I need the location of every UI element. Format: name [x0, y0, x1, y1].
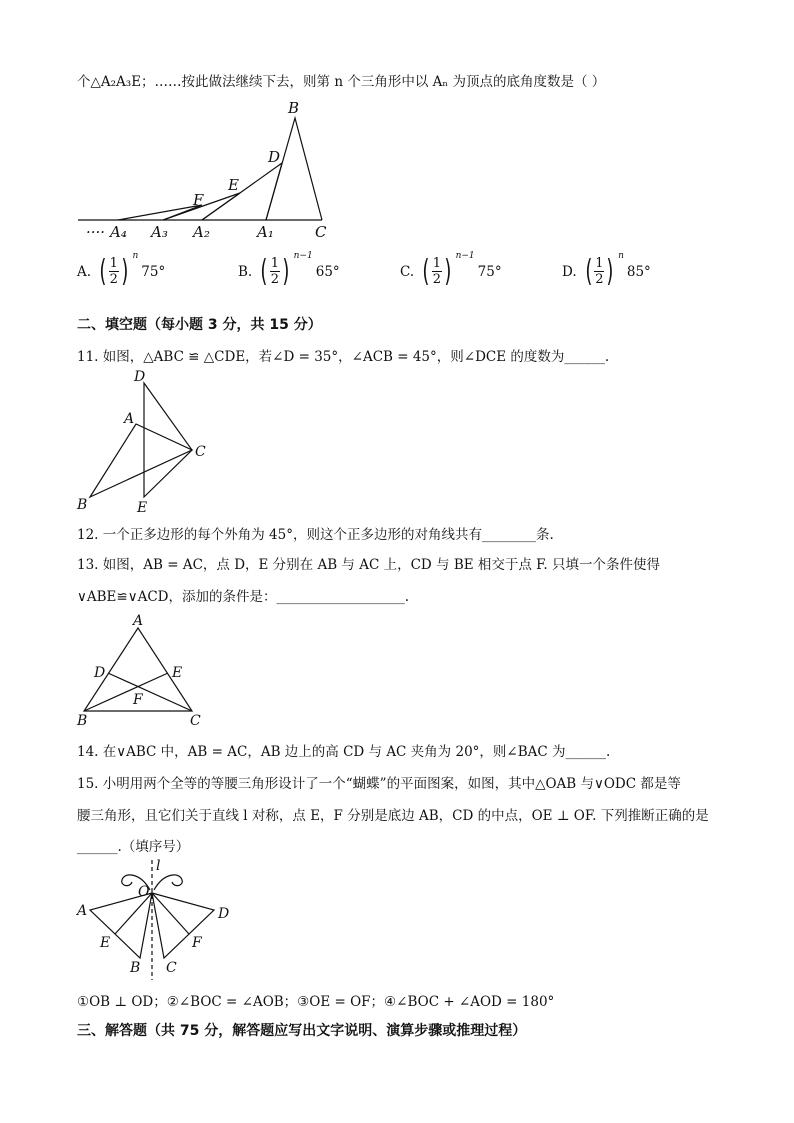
- fig11-label-C: C: [195, 444, 206, 460]
- fig15-label-E: E: [100, 935, 111, 951]
- option-letter: D.: [562, 263, 577, 280]
- fig13-label-C: C: [190, 713, 201, 729]
- question-12: 12. 一个正多边形的每个外角为 45°，则这个正多边形的对角线共有________条.: [77, 527, 554, 543]
- fig10-label-F: F: [193, 191, 204, 209]
- question-15-line-3: ______.（填序号）: [77, 839, 190, 855]
- question-15-line-1: 15. 小明用两个全等的等腰三角形设计了一个“蝴蝶”的平面图案，如图，其中△OAB 与∨ODC 都是等: [77, 776, 681, 792]
- option-c[interactable]: C. ( 1 2 ) n−1 75°: [400, 250, 502, 289]
- option-letter: C.: [400, 263, 415, 280]
- fig15-label-A: A: [77, 903, 88, 919]
- question-14: 14. 在∨ABC 中，AB = AC，AB 边上的高 CD 与 AC 夹角为 20°，则∠BAC 为______.: [77, 744, 611, 760]
- fig15-label-O: O: [138, 884, 150, 900]
- fig10-label-E: E: [228, 176, 239, 194]
- question-15-choices: ①OB ⊥ OD；②∠BOC = ∠AOB；③OE = OF；④∠BOC + ∠AOD = 180°: [77, 994, 555, 1010]
- fig13-label-A: A: [133, 613, 144, 629]
- question-15-line-2: 腰三角形，且它们关于直线 l 对称，点 E，F 分别是底边 AB，CD 的中点，OE ⊥ OF. 下列推断正确的是: [77, 808, 709, 824]
- fig10-label-A1: A₁: [257, 223, 274, 241]
- fig11-label-B: B: [77, 497, 88, 513]
- question-13-line-1: 13. 如图，AB = AC，点 D，E 分别在 AB 与 AC 上，CD 与 BE 相交于点 F. 只填一个条件使得: [77, 557, 661, 573]
- fig15-label-l: l: [156, 858, 161, 874]
- option-exponent: n−1: [293, 250, 313, 261]
- question-11: 11. 如图，△ABC ≌ △CDE，若∠D = 35°，∠ACB = 45°，则∠DCE 的度数为______.: [77, 349, 610, 365]
- question-13-line-2: ∨ABE≌∨ACD，添加的条件是：___________________.: [77, 589, 410, 605]
- fig10-label-A3: A₃: [151, 223, 168, 241]
- option-a[interactable]: A. ( 1 2 ) n 75°: [77, 250, 166, 289]
- option-degree: 85°: [626, 263, 651, 280]
- question-10-tail: 个△A₂A₃E；……按此做法继续下去，则第 n 个三角形中以 Aₙ 为顶点的底角度数是（ ）: [77, 74, 606, 90]
- option-exponent: n: [132, 250, 139, 261]
- option-degree: 75°: [141, 263, 166, 280]
- option-letter: A.: [77, 263, 92, 280]
- fig10-label-A2: A₂: [193, 223, 210, 241]
- fig11-label-A: A: [124, 411, 135, 427]
- option-degree: 75°: [477, 263, 502, 280]
- fig13-label-B: B: [77, 713, 88, 729]
- fig15-label-F: F: [192, 935, 202, 951]
- fig11-label-D: D: [134, 369, 146, 385]
- section-3-heading: 三、解答题（共 75 分，解答题应写出文字说明、演算步骤或推理过程）: [77, 1023, 527, 1039]
- fig13-label-D: D: [94, 665, 106, 681]
- option-exponent: n−1: [455, 250, 475, 261]
- fig15-label-C: C: [166, 960, 177, 976]
- fig15-label-D: D: [218, 906, 230, 922]
- fig10-label-C: C: [315, 223, 327, 241]
- fig13-label-F: F: [133, 692, 143, 708]
- option-degree: 65°: [315, 263, 340, 280]
- option-exponent: n: [618, 250, 624, 261]
- option-letter: B.: [238, 263, 253, 280]
- fig10-label-D: D: [268, 148, 281, 166]
- fig10-label-A4: A₄: [110, 223, 127, 241]
- section-2-heading: 二、填空题（每小题 3 分，共 15 分）: [77, 317, 322, 333]
- fig10-label-dots: ····: [86, 223, 106, 241]
- fig10-label-B: B: [288, 99, 300, 117]
- option-b[interactable]: B. ( 1 2 ) n−1 65°: [238, 250, 340, 289]
- fig15-label-B: B: [130, 960, 141, 976]
- option-d[interactable]: D. ( 1 2 ) n 85°: [562, 250, 651, 289]
- fig13-label-E: E: [172, 665, 183, 681]
- fig11-label-E: E: [137, 500, 148, 516]
